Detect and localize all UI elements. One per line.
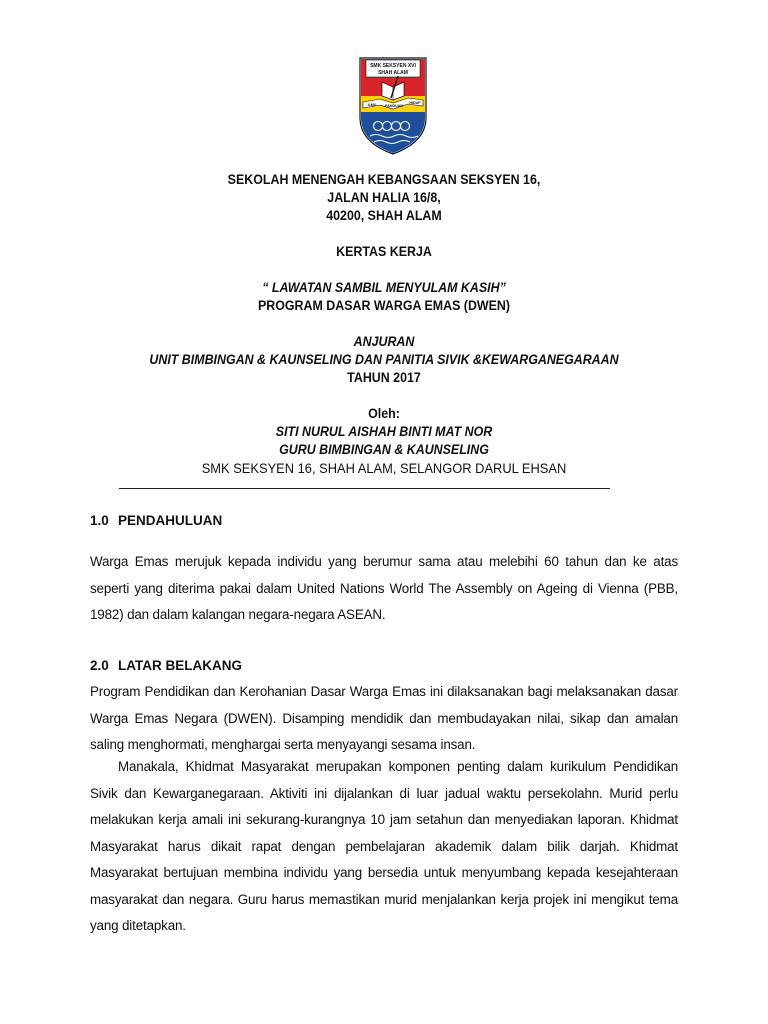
section-heading-latar-belakang bbox=[90, 657, 242, 675]
program-year: TAHUN 2017 bbox=[347, 370, 421, 385]
school-street-line: JALAN HALIA 16/8, bbox=[327, 190, 441, 205]
crest-top-text-2: SHAH ALAM bbox=[378, 70, 408, 76]
author-block bbox=[0, 405, 768, 477]
crest-top-text-1: SMK SEKSYEN XVI bbox=[370, 63, 416, 69]
by-label: Oleh: bbox=[368, 406, 400, 421]
author-name: SITI NURUL AISHAH BINTI MAT NOR bbox=[275, 424, 493, 439]
section-paragraph: Manakala, Khidmat Masyarakat merupakan komponen penting dalam kurikulum Pendidikan Sivik dan Kewarganegaraan. Aktiviti ini dijalankan di luar jadual waktu persekolahn. Murid perlu melakukan kerja amali ini sekurang-kurangnya 10 jam setahun dan menyediakan laporan. Khidmat Masyarakat harus dikait rapat dengan pembelajaran akademik dalam bilik darjah. Khidmat Masyarakat bertujuan membina individu yang bersedia untuk menyumbang kepada kesejahteraan masyarakat dan negara. Guru harus memastikan murid menjalankan kerja projek ini mengikut tema yang ditetapkan. bbox=[90, 759, 678, 933]
section-paragraph: Program Pendidikan dan Kerohanian Dasar Warga Emas ini dilaksanakan bagi melaksanakan dasar Warga Emas Negara (DWEN). Disamping mendidik dan membudayakan nilai, sikap dan amalan saling menghormati, menghargai serta menyayangi sesama insan. bbox=[90, 684, 678, 752]
section-title: LATAR BELAKANG bbox=[118, 658, 242, 673]
crest-ribbon-text-2: PANDUAN bbox=[385, 104, 403, 108]
section-heading-pendahuluan bbox=[90, 512, 222, 530]
organizer-label: ANJURAN bbox=[353, 334, 415, 349]
crest-ribbon-text-3: HIDUP bbox=[409, 101, 421, 105]
school-crest-logo bbox=[358, 56, 428, 156]
program-subtitle: PROGRAM DASAR WARGA EMAS (DWEN) bbox=[257, 298, 511, 313]
program-title-block bbox=[0, 279, 768, 315]
crest-emblem-icon bbox=[358, 56, 428, 156]
section-title: PENDAHULUAN bbox=[118, 513, 223, 528]
organizer-block bbox=[0, 333, 768, 387]
crest-ribbon-text-1: ILMU bbox=[367, 103, 377, 107]
section-paragraph: Warga Emas merujuk kepada individu yang berumur sama atau melebihi 60 tahun dan ke atas seperti yang diterima pakai dalam United Nations World The Assembly on Ageing di Vienna (PBB, 1982) dan dalam kalangan negara-negara ASEAN. bbox=[90, 554, 678, 622]
section-number: 1.0 bbox=[90, 513, 109, 528]
doc-type-heading: KERTAS KERJA bbox=[336, 244, 432, 259]
section-number: 2.0 bbox=[90, 658, 109, 673]
author-school: SMK SEKSYEN 16, SHAH ALAM, SELANGOR DARUL EHSAN bbox=[201, 460, 567, 476]
program-title: “ LAWATAN SAMBIL MENYULAM KASIH” bbox=[262, 280, 506, 295]
school-city-line: 40200, SHAH ALAM bbox=[326, 208, 442, 223]
school-address-block bbox=[0, 171, 768, 225]
header-divider bbox=[119, 488, 610, 489]
organizer-name: UNIT BIMBINGAN & KAUNSELING DAN PANITIA SIVIK &KEWARGANEGARAAN bbox=[149, 352, 619, 367]
school-name-line: SEKOLAH MENENGAH KEBANGSAAN SEKSYEN 16, bbox=[227, 172, 541, 187]
doc-type-block bbox=[0, 243, 768, 261]
author-role: GURU BIMBINGAN & KAUNSELING bbox=[279, 442, 489, 457]
